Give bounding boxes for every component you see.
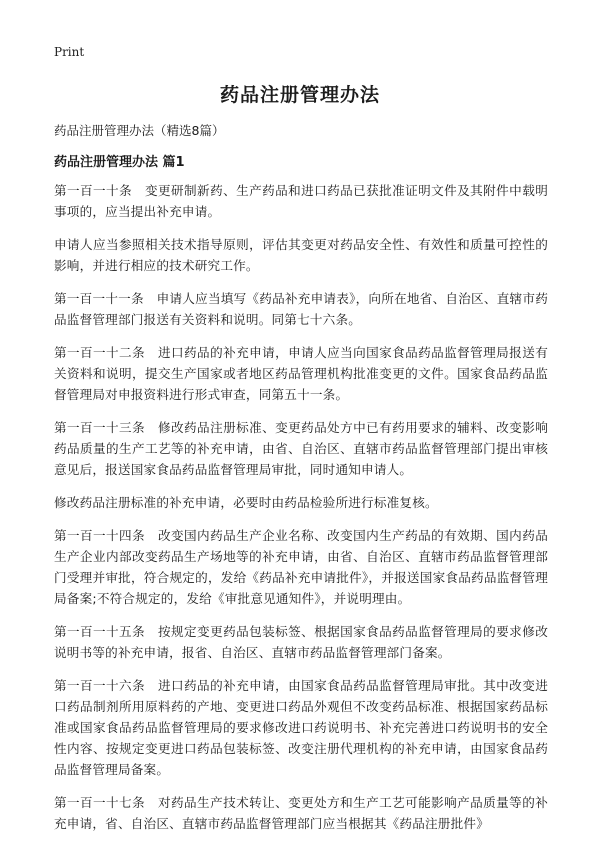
paragraph: 第一百一十一条 申请人应当填写《药品补充申请表》，向所在地省、自治区、直辖市药品监督管理部门报送有关资料和说明。同第七十六条。 (54, 291, 548, 327)
paragraph: 第一百一十四条 改变国内药品生产企业名称、改变国内生产药品的有效期、国内药品生产企业内部改变药品生产场地等的补充申请，由省、自治区、直辖市药品监督管理部门受理并审批，符合规定的，发给《药品补充申请批件》，并报送国家食品药品监督管理局备案;不符合规定的，发给《审批意见通知件》，并说明理由。 (54, 528, 548, 606)
paragraph: 申请人应当参照相关技术指导原则，评估其变更对药品安全性、有效性和质量可控性的影响，并进行相应的技术研究工作。 (54, 237, 548, 273)
paragraph: 第一百一十条 变更研制新药、生产药品和进口药品已获批准证明文件及其附件中载明事项的，应当提出补充申请。 (54, 183, 548, 219)
paragraph: 修改药品注册标准的补充申请，必要时由药品检验所进行标准复核。 (54, 495, 438, 510)
paragraph: 第一百一十二条 进口药品的补充申请，申请人应当向国家食品药品监督管理局报送有关资料和说明，提交生产国家或者地区药品管理机构批准变更的文件。国家食品药品监督管理局对申报资料进行形式审查，同第五十一条。 (54, 345, 548, 402)
page-title: 药品注册管理办法 (219, 84, 380, 106)
paragraph: 第一百一十三条 修改药品注册标准、变更药品处方中已有药用要求的辅料、改变影响药品质量的生产工艺等的补充申请，由省、自治区、直辖市药品监督管理部门提出审核意见后，报送国家食品药品监督管理局审批，同时通知申请人。 (54, 420, 548, 477)
paragraph: 第一百一十六条 进口药品的补充申请，由国家食品药品监督管理局审批。其中改变进口药品制剂所用原料药的产地、变更进口药品外观但不改变药品标准、根据国家药品标准或国家食品药品监督管理局的要求修改进口药说明书、补充完善进口药说明书的安全性内容、按规定变更进口药品包装标签、改变注册代理机构的补充申请，由国家食品药品监督管理局备案。 (54, 678, 548, 777)
article-body (54, 180, 548, 846)
section-heading: 药品注册管理办法 篇1 (54, 155, 185, 170)
print-link[interactable]: Print (54, 45, 85, 59)
subtitle: 药品注册管理办法（精选8篇） (54, 123, 225, 138)
paragraph: 第一百一十五条 按规定变更药品包装标签、根据国家食品药品监督管理局的要求修改说明书等的补充申请，报省、自治区、直辖市药品监督管理部门备案。 (54, 624, 548, 660)
paragraph: 第一百一十七条 对药品生产技术转让、变更处方和生产工艺可能影响产品质量等的补充申请，省、自治区、直辖市药品监督管理部门应当根据其《药品注册批件》 (54, 795, 548, 831)
